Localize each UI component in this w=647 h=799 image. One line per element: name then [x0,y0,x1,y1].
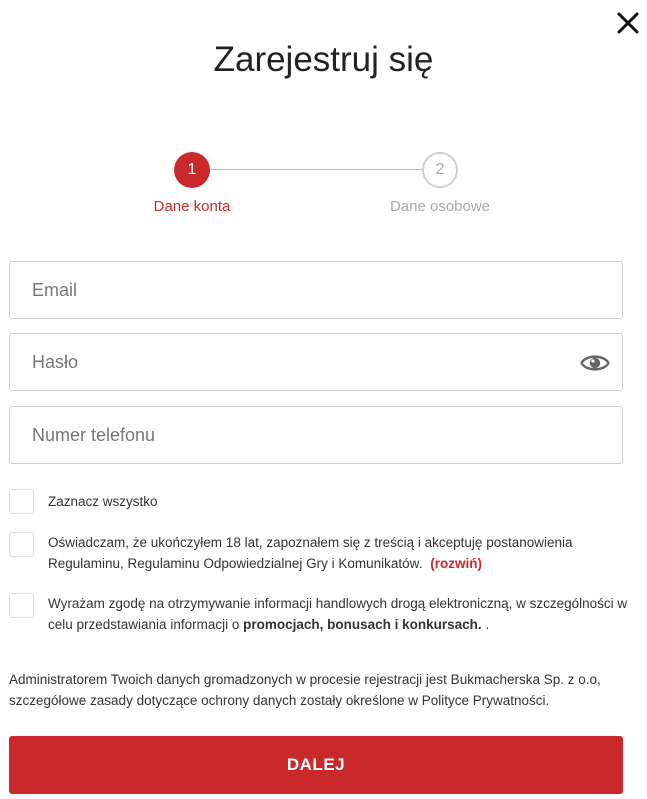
select-all-checkbox[interactable] [9,489,34,514]
data-admin-note: Administratorem Twoich danych gromadzonych w procesie rejestracji jest Bukmacherska Sp. z o.o, szczegółowe zasady dotyczące ochrony danych zostały określone w Polityce Prywatności. [9,672,601,708]
terms-text: Oświadczam, że ukończyłem 18 lat, zapoznałem się z treścią i akceptuję postanowienia Regulaminu, Regulaminu Odpowiedzialnej Gry i Komunikatów. [48,535,573,571]
next-button[interactable]: DALEJ [9,736,623,794]
close-icon [615,10,641,36]
password-input[interactable] [10,334,622,390]
terms-consent-row [9,532,629,574]
email-field-wrapper [9,261,623,319]
close-button[interactable] [615,10,641,36]
phone-field-wrapper [9,406,623,464]
password-field-wrapper [9,333,623,391]
step-2-label: Dane osobowe [389,198,491,215]
select-all-row [9,489,629,514]
email-input[interactable] [10,262,622,318]
step-1-label: Dane konta [153,198,231,215]
marketing-text-bold: promocjach, bonusach i konkursach. [243,617,482,632]
stepper-connector [210,169,422,170]
step-1-indicator: 1 [174,152,210,188]
terms-checkbox[interactable] [9,532,34,557]
terms-label [48,532,629,574]
stepper [0,152,647,222]
marketing-text-end: . [485,617,490,632]
step-2-indicator: 2 [422,152,458,188]
phone-input[interactable] [10,407,622,463]
select-all-label: Zaznacz wszystko [48,494,158,509]
marketing-checkbox[interactable] [9,593,34,618]
marketing-consent-row [9,593,629,635]
eye-icon[interactable] [580,351,610,375]
expand-terms-link[interactable]: (rozwiń) [430,556,482,571]
page-title: Zarejestruj się [213,40,434,79]
marketing-text: Wyrażam zgodę na otrzymywanie informacji handlowych drogą elektroniczną, w szczególności w celu przedstawiania informacji o [48,596,628,632]
marketing-label [48,593,629,635]
